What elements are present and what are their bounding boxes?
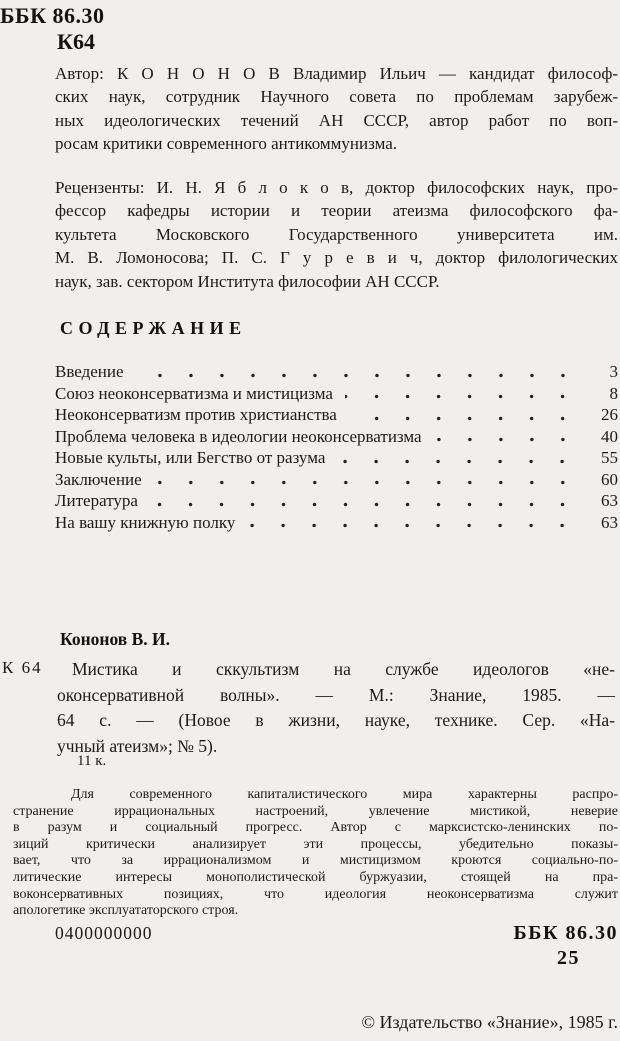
toc-item-label: Литература [55, 491, 138, 510]
toc-item-page: 8 [609, 383, 618, 403]
toc-row [55, 404, 618, 426]
toc-item-page: 3 [609, 362, 618, 381]
toc-item-label: Введение [55, 362, 124, 381]
toc-row [55, 383, 618, 405]
bbk-classification: ББК 86.30 [0, 3, 105, 28]
toc-item-label: Неоконсерватизм против христианства [55, 405, 337, 424]
dot-leader [434, 437, 578, 442]
toc-item-page: 60 [601, 469, 618, 489]
dot-leader [349, 416, 578, 421]
author-line: ских наук, сотрудник Научного совета по проблемам зарубеж- [55, 87, 618, 107]
toc-row [55, 426, 618, 448]
contents-heading: СОДЕРЖАНИЕ [60, 318, 247, 338]
author-line: ных идеологических течений АН СССР, автор работ по воп- [55, 110, 618, 130]
toc-item-page: 40 [601, 426, 618, 446]
bbk-footer-sub: 25 [557, 947, 580, 969]
annotation-line: зиций критически анализирует эти процессы, убедительно показы- [13, 836, 618, 852]
annotation-line: вает, что за иррационализмом и мистицизмом кроются социально-по- [13, 853, 618, 869]
reviewers-line: фессор кафедры истории и теории атеизма философского фа- [55, 201, 618, 221]
table-of-contents [55, 361, 618, 533]
reviewers-line: М. В. Ломоносова; П. С. Г у р е в и ч, доктор филологических [55, 248, 618, 268]
catalog-number: 0400000000 [55, 923, 153, 943]
annotation-line: апологетике эксплуататорского строя. [13, 903, 239, 919]
dot-leader [154, 480, 578, 485]
toc-item-page: 63 [601, 491, 618, 510]
toc-row [55, 447, 618, 469]
toc-item-label: На вашу книжную полку [55, 512, 236, 532]
dot-leader [247, 523, 578, 528]
copyright-line: © Издательство «Знание», 1985 г. [361, 1012, 618, 1032]
catalog-card-line: 64 с. — (Новое в жизни, науке, технике. Сер. «На- [57, 710, 615, 730]
toc-item-label: Заключение [55, 469, 142, 489]
toc-item-label: Союз неоконсерватизма и мистицизма [55, 383, 333, 403]
catalog-card-line: оконсервативной волны». — М.: Знание, 1985. — [57, 684, 615, 705]
annotation-line: Для современного капиталистического мира характерны распро- [71, 787, 618, 802]
catalog-card-line: Мистика и сккультизм на службе идеологов «не- [72, 659, 615, 679]
author-line: росам критики современного антикоммунизма. [55, 134, 398, 154]
toc-item-label: Проблема человека в идеологии неоконсерватизма [55, 426, 422, 446]
dot-leader [337, 459, 578, 464]
annotation-line: в разум и социальный прогресс. Автор с марксистско-ленинских по- [13, 820, 618, 836]
reviewers-line: культета Московского Государственного университета им. [55, 224, 618, 244]
annotation-paragraph [13, 787, 618, 920]
annotation-line: странение иррациональных настроений, увлечение мистикой, неверие [13, 803, 618, 819]
author-sign-code: К64 [57, 29, 95, 54]
bbk-footer: ББК 86.30 [513, 922, 618, 944]
dot-leader [150, 502, 578, 507]
price-label: 11 к. [77, 753, 107, 769]
dot-leader [136, 373, 578, 378]
reviewers-line: наук, зав. сектором Института философии АН СССР. [55, 271, 440, 291]
annotation-line: воконсервативных позициях, что идеология неоконсерватизма служит [13, 886, 618, 902]
toc-row [55, 469, 618, 491]
catalog-card-line: учный атеизм»; № 5). [57, 735, 218, 756]
toc-item-page: 55 [601, 448, 618, 467]
bbk-footer-block [514, 921, 618, 971]
catalog-card-description [57, 657, 615, 759]
toc-row [55, 361, 618, 383]
annotation-line: литические интересы монополистической буржуазии, стоящей на пра- [13, 869, 618, 885]
author-paragraph [55, 62, 618, 156]
toc-item-page: 26 [601, 405, 618, 424]
dot-leader [345, 394, 578, 399]
author-line: Автор: К О Н О Н О В Владимир Ильич — кандидат философ- [55, 64, 618, 83]
toc-item-label: Новые культы, или Бегство от разума [55, 448, 326, 467]
toc-row [55, 512, 618, 534]
toc-item-page: 63 [601, 512, 618, 532]
reviewers-paragraph [55, 176, 618, 293]
catalog-card-code: К 64 [2, 658, 43, 677]
catalog-card-author: Кононов В. И. [60, 629, 171, 649]
reviewers-line: Рецензенты: И. Н. Я б л о к о в, доктор философских наук, про- [55, 178, 618, 197]
toc-row [55, 490, 618, 512]
